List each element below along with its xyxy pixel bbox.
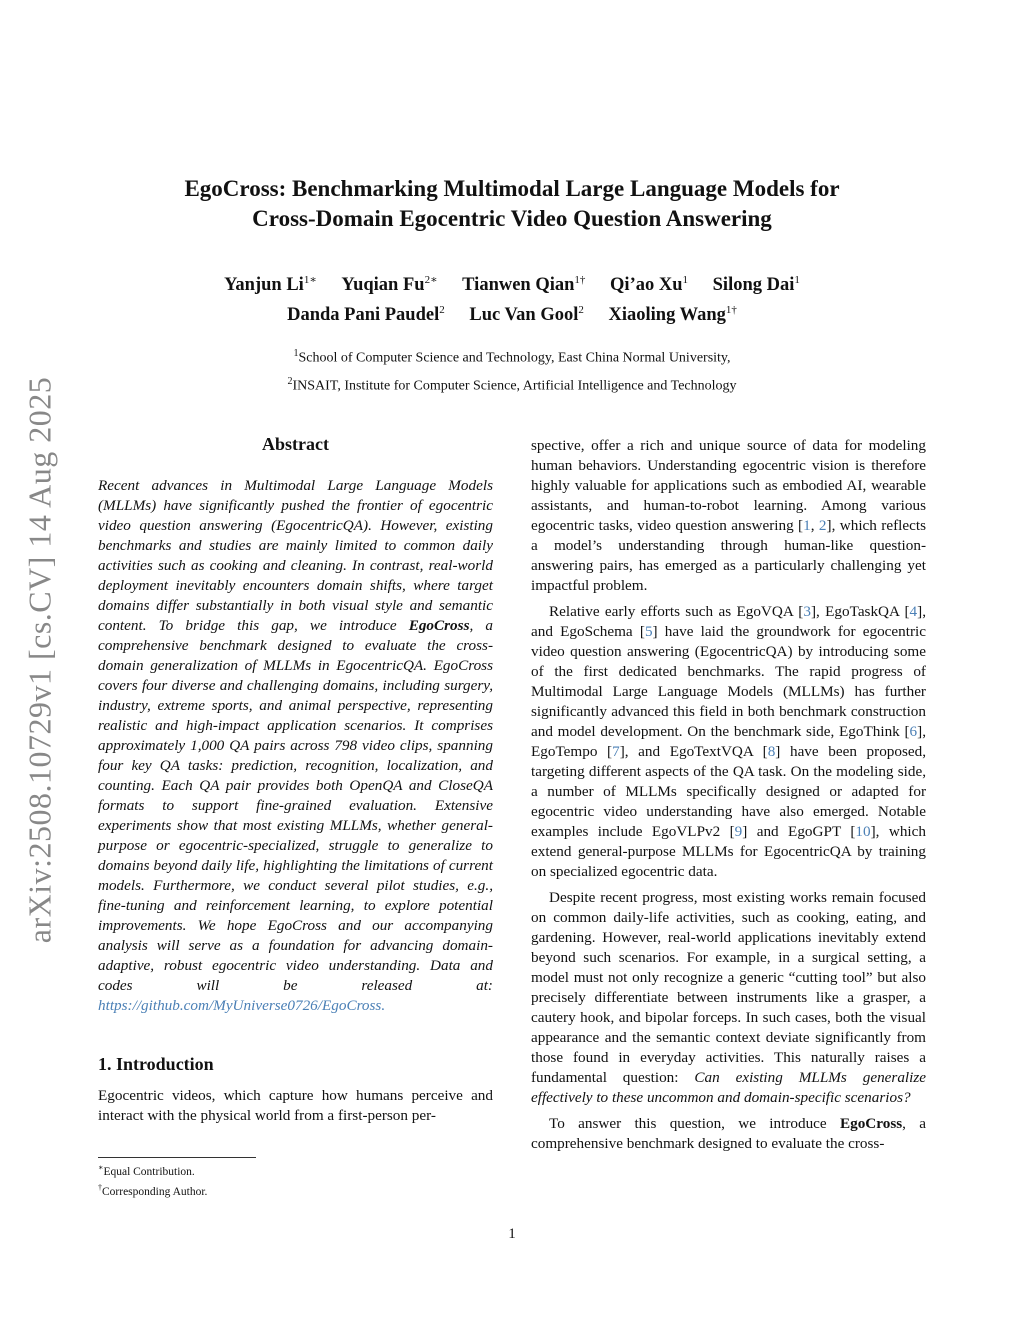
citation-link[interactable]: 6 [909, 723, 918, 740]
footnotes [98, 1157, 493, 1200]
footnote: †Corresponding Author. [98, 1182, 208, 1198]
body-paragraph: Relative early efforts such as EgoVQA [3], EgoTaskQA [4], and EgoSchema [5] have laid the groundwork for egocentric video question answering (EgocentricQA) by introducing some of the first dedicated benchmarks. The rapid progress of Multimodal Large Language Models (MLLMs) has further significantly advanced this field in both benchmark construction and model development. On the benchmark side, EgoThink [6], EgoTempo [7], and EgoTextVQA [8] have been proposed, targeting different aspects of the QA task. On the modeling side, a number of MLLMs specifically designed or adapted for egocentric video understanding have also emerged. Notable examples include EgoVLPv2 [9] and EgoGPT [10], which extend general-purpose MLLMs for EgocentricQA by training on specialized egocentric data. [531, 603, 927, 880]
citation-link[interactable]: 10 [855, 823, 871, 840]
paper-title [120, 174, 904, 234]
author: Luc Van Gool$^2$ [469, 304, 584, 326]
citation-link[interactable]: 8 [767, 743, 776, 760]
abstract-heading: Abstract [262, 434, 329, 454]
body-paragraph: To answer this question, we introduce EgoCross, a comprehensive benchmark designed to evaluate the cross- [531, 1115, 926, 1152]
author: Qi’ao Xu$^1$ [610, 274, 689, 296]
arxiv-watermark: arXiv:2508.10729v1 [cs.CV] 14 Aug 2025 [21, 376, 58, 944]
title-line-2: Cross-Domain Egocentric Video Question Answering [252, 206, 772, 231]
right-column [531, 436, 926, 1154]
citation-link[interactable]: 2 [818, 517, 827, 534]
citation-link[interactable]: 3 [803, 603, 811, 620]
affiliations [120, 342, 904, 397]
author: Tianwen Qian$^{1\dagger}$ [462, 274, 586, 296]
author-row-2 [120, 298, 904, 328]
footnote-divider [98, 1157, 256, 1158]
page-number: 1 [508, 1226, 516, 1242]
citation-link[interactable]: 1 [803, 517, 811, 534]
author: Xiaoling Wang$^{1\dagger}$ [608, 304, 737, 326]
citation-link[interactable]: 4 [909, 603, 918, 620]
citation-link[interactable]: 9 [734, 823, 743, 840]
intro-paragraph: Egocentric videos, which capture how humans perceive and interact with the physical world from a first-person per- [98, 1087, 493, 1124]
body-paragraph: Despite recent progress, most existing works remain focused on common daily-life activities, such as cooking, eating, and gardening. However, real-world applications inevitably extend beyond such scenarios. For example, in a surgical setting, a model must not only recognize a generic “cutting tool” but also precisely differentiate between instruments like a grasper, a cautery hook, and bipolar forceps. In such cases, both the visual appearance and the semantic context deviate significantly from those found in everyday activities. This naturally raises a fundamental question: Can existing MLLMs generalize effectively to these uncommon and domain-specific scenarios? [531, 889, 926, 1106]
footnote: ∗Equal Contribution. [98, 1163, 195, 1178]
author: Silong Dai$^1$ [712, 274, 800, 296]
author-row-1 [120, 268, 904, 298]
author: Yuqian $Fu^{2∗}$ [341, 274, 438, 296]
section-heading-introduction: 1. Introduction [98, 1054, 214, 1074]
body-paragraph: spective, offer a rich and unique source of data for modeling human behaviors. Understanding egocentric vision is therefore highly valuable for applications such as embodied AI, wearable assistants, and human-to-robot learning. Among various egocentric tasks, video question answering [1, 2], which reflects a model’s understanding through human-like question-answering pairs, has emerged as a particularly challenging yet impactful problem. [531, 437, 926, 594]
citation-link[interactable]: 7 [612, 743, 620, 760]
left-column [98, 432, 493, 1126]
affiliation: $^2$INSAIT, Institute for Computer Science, Artificial Intelligence and Technology [287, 375, 737, 394]
title-line-1: EgoCross: Benchmarking Multimodal Large Language Models for [184, 176, 840, 201]
affiliation: $^1$School of Computer Science and Technology, East China Normal University, [293, 348, 731, 366]
abstract-text: Recent advances in Multimodal Large Language Models (MLLMs) have significantly pushed the frontier of egocentric video question answering (EgocentricQA). However, existing benchmarks and studies are mainly limited to common daily activities such as cooking and cleaning. In contrast, real-world deployment inevitably encounters domain shifts, where target domains differ substantially in both visual style and semantic content. To bridge this gap, we introduce EgoCross, a comprehensive benchmark designed to evaluate the cross-domain generalization of MLLMs in EgocentricQA. EgoCross covers four diverse and challenging domains, including surgery, industry, extreme sports, and animal perspective, representing realistic and high-impact application scenarios. It comprises approximately 1,000 QA pairs across 798 video clips, spanning four key QA tasks: prediction, recognition, localization, and counting. Each QA pair provides both OpenQA and CloseQA formats to support fine-grained evaluation. Extensive experiments show that most existing MLLMs, whether general-purpose or egocentric-specialized, struggle to generalize to domains beyond daily life, highlighting the limitations of current models. Furthermore, we conduct several pilot studies, e.g., fine-tuning and reinforcement learning, to explore potential improvements. We hope EgoCross and our accompanying analysis will serve as a foundation for advancing domain-adaptive, robust egocentric video understanding. Data and codes will be released at: https://github.com/MyUniverse0726/EgoCross. [98, 477, 493, 1014]
github-link[interactable]: https://github.com/MyUniverse0726/EgoCross. [98, 997, 386, 1014]
author: Yanjun $Li^{1∗}$ [224, 274, 317, 296]
author-list [120, 268, 904, 328]
citation-link[interactable]: 5 [644, 623, 653, 640]
author: Danda Pani Paudel$^2$ [287, 304, 445, 326]
